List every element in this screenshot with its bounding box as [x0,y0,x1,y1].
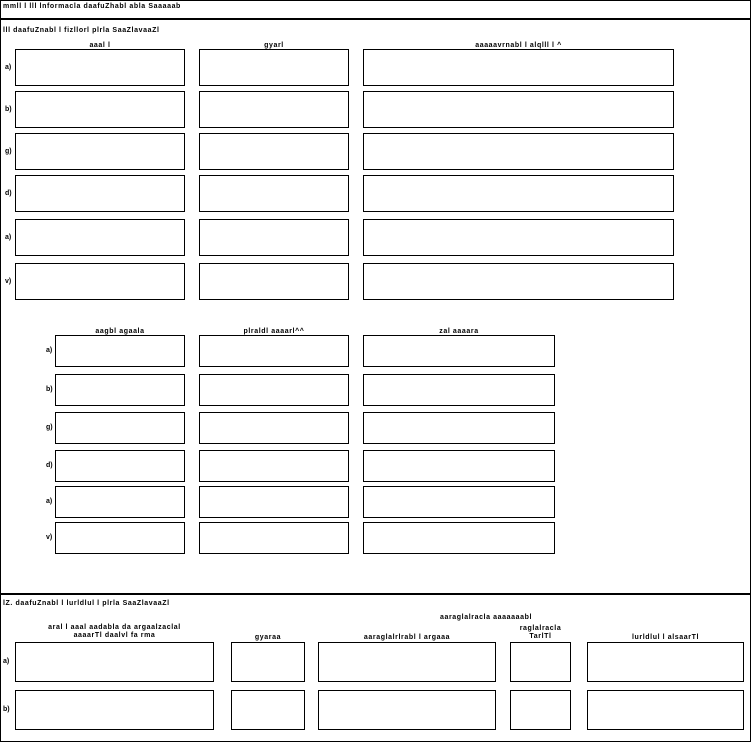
s2-field-r1-c2[interactable] [231,642,305,682]
s1b-field-r1-c2[interactable] [199,335,349,367]
s1b-field-r3-c3[interactable] [363,412,555,444]
s1b-field-r5-c1[interactable] [55,486,185,518]
s1b-field-r6-c2[interactable] [199,522,349,554]
s1-field-r3-c2[interactable] [199,133,349,170]
s2-col-header-reg-number [510,625,571,641]
section2-divider [0,593,751,595]
s1-field-r4-c2[interactable] [199,175,349,212]
s2-field-r2-c5[interactable] [587,690,744,730]
s1-field-r4-c3[interactable] [363,175,674,212]
s1b-row-label: a) [46,498,53,505]
s1b-field-r4-c1[interactable] [55,450,185,482]
s1b-field-r5-c3[interactable] [363,486,555,518]
s1-field-r5-c3[interactable] [363,219,674,256]
s1b-row-label: v) [46,534,53,541]
s1b-field-r3-c1[interactable] [55,412,185,444]
section1-title: lll daafuZnabl l fizllorl plrla SaaZlavaaZl [3,27,160,34]
s1-row-label: v) [5,277,12,285]
s1b-field-r5-c2[interactable] [199,486,349,518]
s2-field-r1-c5[interactable] [587,642,744,682]
s1b-row-label: b) [46,386,53,393]
s1-field-r3-c3[interactable] [363,133,674,170]
s2-field-r1-c4[interactable] [510,642,571,682]
s1-field-r1-c2[interactable] [199,49,349,86]
s1b-field-r1-c3[interactable] [363,335,555,367]
s1-field-r2-c2[interactable] [199,91,349,128]
s1b-field-r3-c2[interactable] [199,412,349,444]
s2-col-header-legal-name-text: aral l aaal aadabla da argaalzaclal aaaarTl daalvl fa rma [48,624,181,639]
s2-header-group: aaraglalracla aaaaaaabl [439,614,533,621]
s1-row-label: d) [5,189,12,197]
s1-field-r6-c2[interactable] [199,263,349,300]
s1-row-label: a) [5,63,12,71]
s2-col-header-seat: gyaraa [254,634,282,641]
s1-field-r1-c1[interactable] [15,49,185,86]
s2-field-r2-c2[interactable] [231,690,305,730]
s1-field-r2-c3[interactable] [363,91,674,128]
s2-row-label: b) [3,706,10,713]
s1-col-header-address: aaaaavrnabl l alqlll l ^ [475,42,562,49]
s1-field-r5-c2[interactable] [199,219,349,256]
s2-col-header-legal-name [15,624,214,640]
s2-col-header-registry: aaraglalrlrabl l argaaa [363,634,451,641]
s1b-field-r1-c1[interactable] [55,335,185,367]
s1-row-label: g) [5,147,12,155]
s2-col-header-reg-number-text: raglalracla TarlTl [519,625,562,640]
s1-field-r1-c3[interactable] [363,49,674,86]
s2-field-r1-c3[interactable] [318,642,496,682]
s1b-field-r4-c2[interactable] [199,450,349,482]
s1b-field-r2-c2[interactable] [199,374,349,406]
s2-field-r2-c4[interactable] [510,690,571,730]
s2-field-r1-c1[interactable] [15,642,214,682]
s1b-field-r6-c1[interactable] [55,522,185,554]
s1-row-label: b) [5,105,12,113]
s1b-field-r6-c3[interactable] [363,522,555,554]
s2-field-r2-c3[interactable] [318,690,496,730]
form-title: mmll l lll lnformacla daafuZhabl abla Saaaaab [3,3,181,10]
s2-col-header-legal-form: lurldlul l alsaarTl [631,634,700,641]
s1b-row-label: g) [46,424,53,431]
s2-field-r2-c1[interactable] [15,690,214,730]
s1b-row-label: d) [46,462,53,469]
s1b-col-header-number: zal aaaara [439,328,479,335]
s1-field-r5-c1[interactable] [15,219,185,256]
title-divider [0,18,751,20]
s1-col-header-name: aaal l [89,42,111,49]
s1-field-r3-c1[interactable] [15,133,185,170]
s1b-field-r2-c1[interactable] [55,374,185,406]
s1-col-header-surname: gyarl [264,42,284,49]
s1b-field-r4-c3[interactable] [363,450,555,482]
s1b-row-label: a) [46,347,53,354]
s2-row-label: a) [3,658,10,665]
s1b-col-header-id: plraldl aaaarl^^ [243,328,305,335]
section2-title: lZ. daafuZnabl l lurldlul l plrla SaaZlavaaZl [3,600,170,607]
s1b-col-header-role: aagbl agaala [95,328,145,335]
s1-field-r2-c1[interactable] [15,91,185,128]
s1-field-r6-c3[interactable] [363,263,674,300]
s1-field-r6-c1[interactable] [15,263,185,300]
s1-row-label: a) [5,233,12,241]
s1-field-r4-c1[interactable] [15,175,185,212]
s1b-field-r2-c3[interactable] [363,374,555,406]
